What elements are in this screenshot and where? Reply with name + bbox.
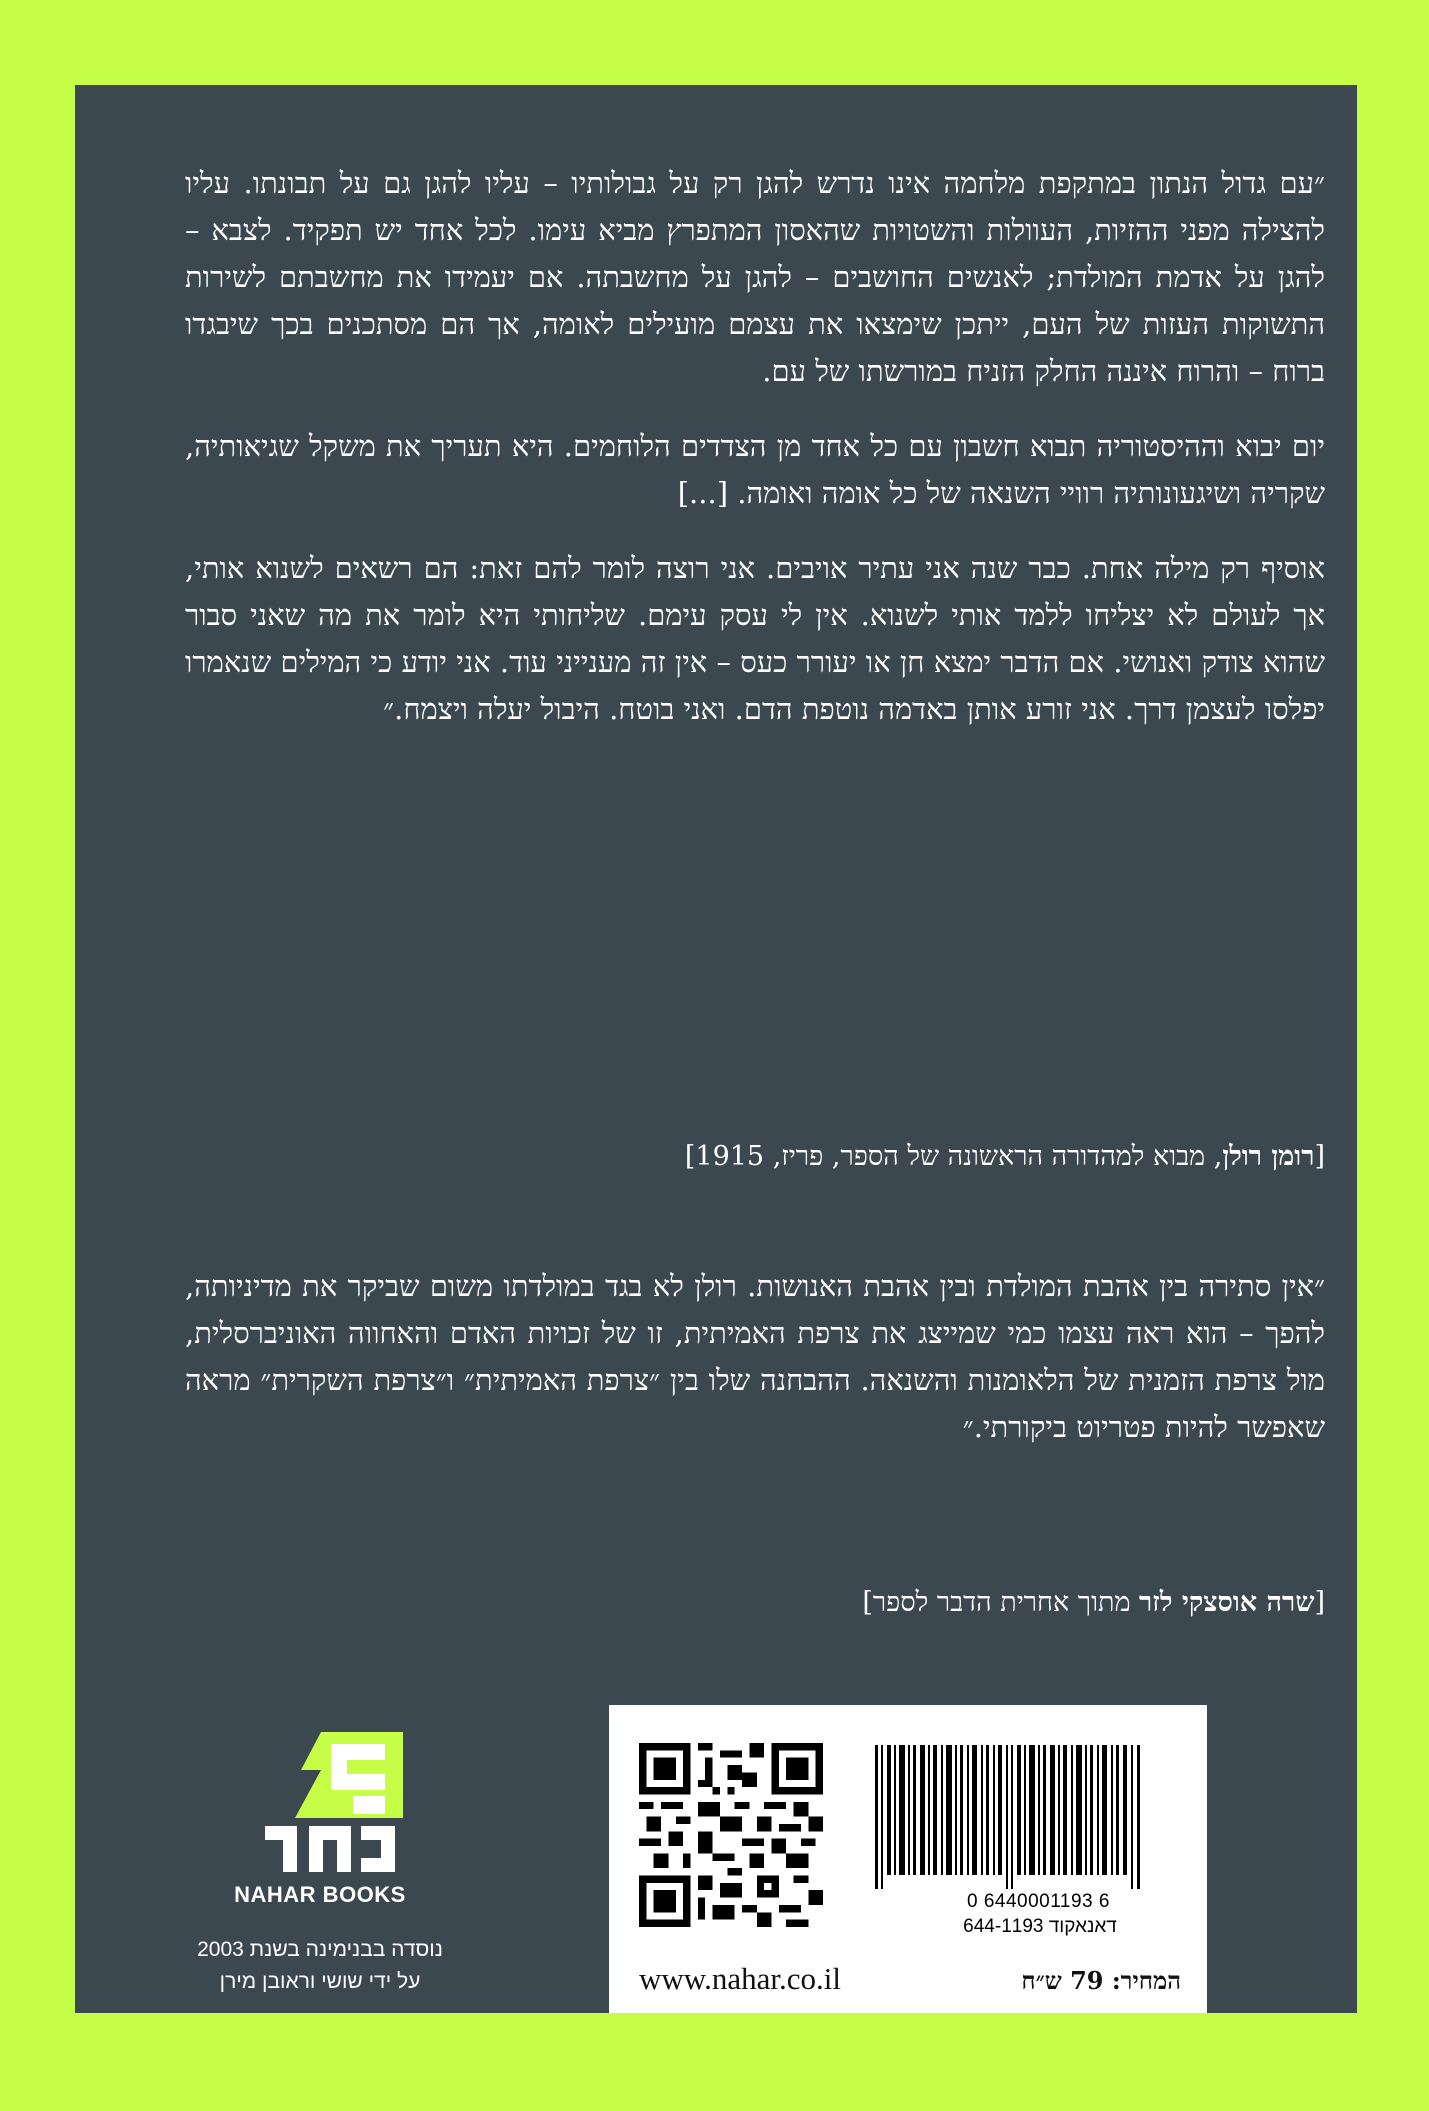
quote-paragraph-2: יום יבוא וההיסטוריה תבוא חשבון עם כל אחד מן הצדדים הלוחמים. היא תעריך את משקל שגיאותיה, שקריה ושיגעונותיה רוויי השנאה של כל אומה ואומה. [...] <box>185 429 1325 510</box>
attribution-source: מתוך אחרית הדבר לספר <box>872 1587 1140 1618</box>
back-cover-panel <box>75 85 1357 2013</box>
quote-paragraph-3: אוסיף רק מילה אחת. כבר שנה אני עתיר אויבים. אני רוצה לומר להם זאת: הם רשאים לשנוא אותי, אך לעולם לא יצליחו ללמד אותי לשנוא. אין לי עסק עימם. שליחותי היא לומר את מה שאני סבור שהוא צודק ואנושי. אם הדבר ימצא חן או יעורר כעס – אין זה מענייני עוד. אני יודע כי המילים שנאמרו יפלסו לעצמן דרך. אני זורע אותן באדמה נוטפת הדם. ואני בוטח. היבול יעלה ויצמח.״ <box>185 551 1325 726</box>
attribution-author: רומן רולן <box>1222 1141 1315 1172</box>
afterword-paragraph: ״אין סתירה בין אהבת המולדת ובין אהבת האנושות. רולן לא בגד במולדתו משום שביקר את מדיניותה, להפך – הוא ראה עצמו כמי שמייצג את צרפת האמיתית, זו של זכויות האדם והאחווה האוניברסלית, מול צרפת הזמנית של הלאומנות והשנאה. ההבחנה שלו בין ״צרפת האמיתית״ ו״צרפת השקרית״ מראה שאפשר להיות פטריוט ביקורתי.״ <box>185 1269 1325 1444</box>
barcode-icon <box>875 1745 1145 1889</box>
afterword-quote <box>185 1263 1325 1479</box>
attribution-open-bracket: [ <box>1314 1587 1325 1618</box>
attribution-close-bracket: ] <box>684 1141 696 1172</box>
attribution-open-bracket: [ <box>1314 1141 1325 1172</box>
attribution-close-bracket: ] <box>862 1587 873 1618</box>
publisher-block <box>175 1730 465 1998</box>
quote-paragraph-1: ״עם גדול הנתון במתקפת מלחמה אינו נדרש להגן רק על גבולותיו – עליו להגן גם על תבונתו. עליו להצילה מפני ההזיות, העוולות והשטויות שהאסון המתפרץ מביא עימו. לכל אחד יש תפקיד. לצבא – להגן על אדמת המולדת; לאנשים החושבים – להגן על מחשבתה. אם יעמידו את מחשבתם לשירות התשוקות העזות של העם, ייתכן שימצאו את עצמם מועילים לאומה, אך הם מסתכנים בכך שיבגדו ברוח – והרוח איננה החלק הזניח במורשתו של עם. <box>185 166 1325 388</box>
quote-attribution <box>185 1137 1325 1177</box>
founders-line: על ידי שושי וראובן מירן <box>219 1970 421 1993</box>
barcode-number: 0 6440001193 6 <box>967 1891 1110 1912</box>
barcode-danacode: דאנאקוד 644-1193 <box>963 1916 1117 1937</box>
nahar-logo <box>235 1730 405 1880</box>
attribution-source: , מבוא למהדורה הראשונה של הספר, פריז, 1915 <box>695 1141 1223 1172</box>
publisher-website-link[interactable]: www.nahar.co.il <box>639 1961 842 1996</box>
rolland-quote <box>185 160 1325 761</box>
attribution-author: שרה אוסצקי לזר <box>1139 1587 1315 1618</box>
publisher-name: NAHAR BOOKS <box>234 1882 406 1907</box>
price-label: המחיר: 79 ש״ח <box>1021 1966 1181 1995</box>
nahar-logo-icon <box>235 1730 405 1880</box>
afterword-attribution <box>185 1583 1325 1623</box>
founded-line: נוסדה בבנימינה בשנת 2003 <box>197 1938 443 1961</box>
barcode-panel <box>609 1705 1207 2013</box>
qr-code-icon <box>639 1743 823 1927</box>
